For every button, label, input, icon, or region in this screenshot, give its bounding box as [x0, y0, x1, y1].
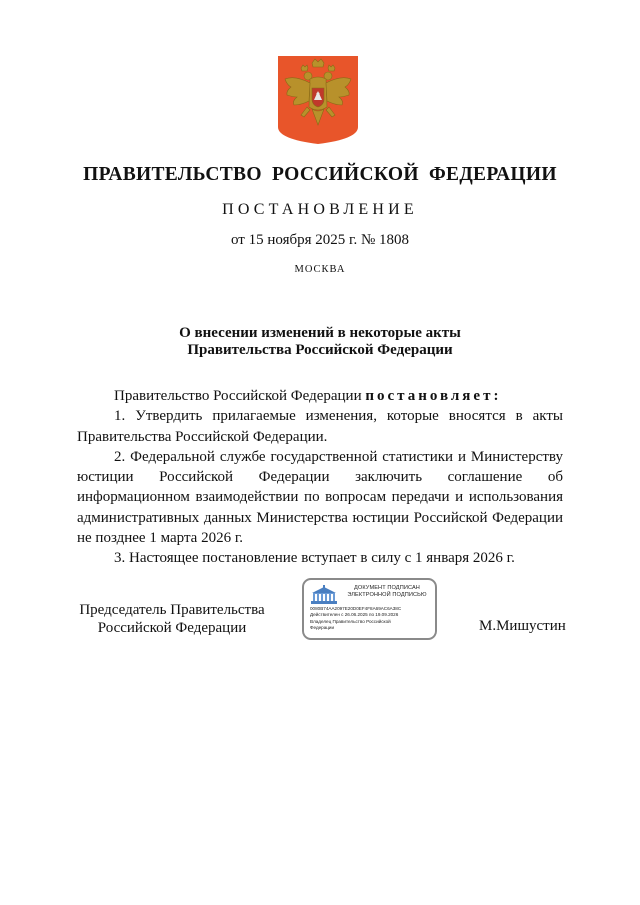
signer-name: М.Мишустин — [479, 618, 566, 634]
subject-line-2: Правительства Российской Федерации — [187, 342, 453, 358]
stamp-title — [340, 585, 434, 599]
item-2: 2. Федеральной службе государственной статистики и Министерству юстиции Российской Федерации заключить соглашение об информационном взаимодействии по вопросам передачи и использования административных данных Министерства юстиции Российской Федерации не позднее 1 марта 2026 г. — [77, 448, 563, 547]
document-city: МОСКВА — [294, 264, 346, 275]
item-1: 1. Утвердить прилагаемые изменения, которые вносятся в акты Правительства Российской Федерации. — [77, 408, 563, 445]
intro-text: Правительство Российской Федерации — [114, 388, 366, 404]
government-title: ПРАВИТЕЛЬСТВО РОССИЙСКОЙ ФЕДЕРАЦИИ — [83, 164, 557, 185]
stamp-title-line-1: ДОКУМЕНТ ПОДПИСАН — [354, 585, 420, 591]
stamp-validity: Действителен с 26.06.2025 по 19.09.2026 — [310, 612, 399, 618]
document-date-number: от 15 ноября 2025 г. № 1808 — [230, 232, 410, 248]
signer-position — [77, 601, 267, 637]
coat-of-arms-icon — [277, 55, 359, 145]
stamp-title-line-2: ЭЛЕКТРОННОЙ ПОДПИСЬЮ — [347, 592, 427, 598]
signer-position-line-1: Председатель Правительства — [79, 602, 265, 618]
item-3: 3. Настоящее постановление вступает в силу с 1 января 2026 г. — [114, 550, 515, 567]
subject-line-1: О внесении изменений в некоторые акты — [179, 325, 461, 341]
stamp-details — [310, 606, 434, 632]
document-subject — [0, 325, 640, 359]
intro-resolves: постановляет: — [365, 388, 502, 404]
signer-position-line-2: Российской Федерации — [97, 620, 247, 636]
stamp-owner-line-1: Владелец Правительство Российской — [310, 618, 391, 624]
document-type: ПОСТАНОВЛЕНИЕ — [222, 201, 418, 218]
document-body — [77, 386, 563, 569]
stamp-owner-line-2: Федерации — [310, 625, 335, 631]
intro-paragraph — [77, 386, 563, 406]
government-building-icon — [310, 585, 338, 605]
stamp-certificate: 0080B74AA2097E20D0EF4F8A69AC6A38C — [310, 606, 402, 611]
electronic-signature-stamp — [302, 578, 437, 640]
